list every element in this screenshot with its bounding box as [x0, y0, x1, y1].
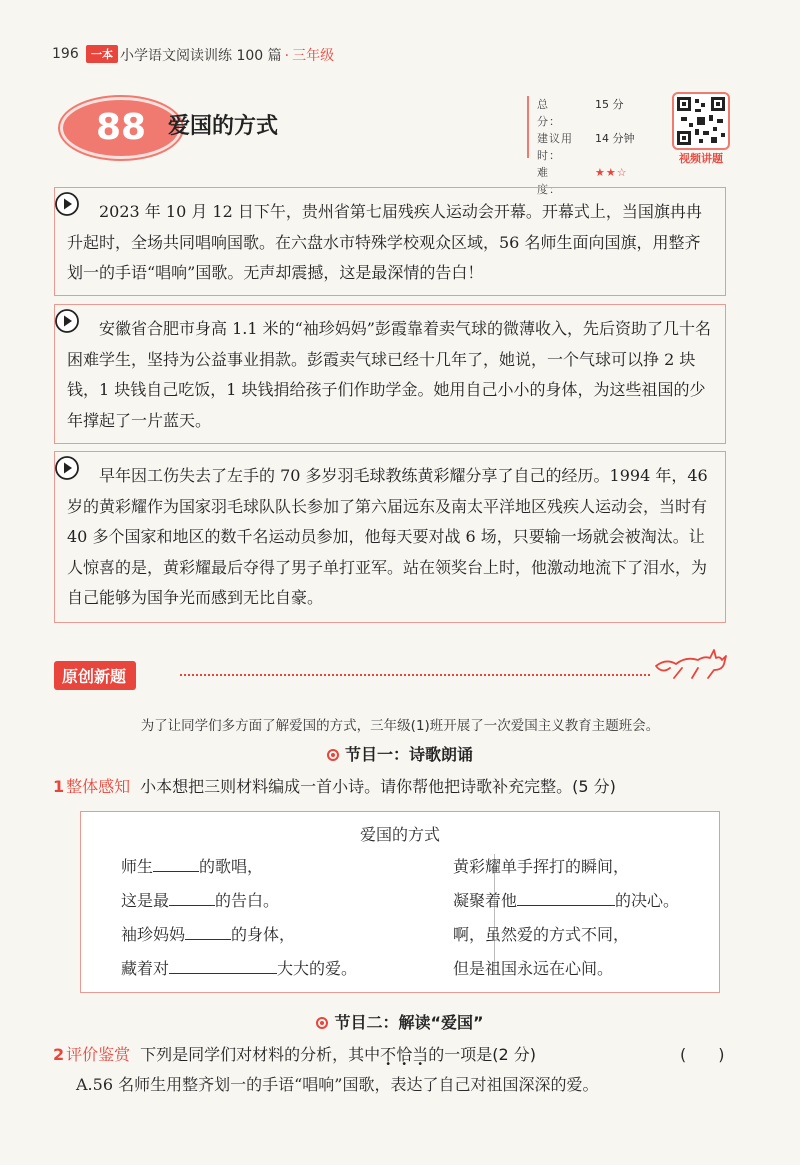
info-total-value: 15 分 — [595, 98, 624, 111]
emphasis-char: 当 — [412, 1045, 429, 1064]
question-2-text-after: 的一项是(2 分) — [428, 1045, 536, 1064]
question-1 — [53, 774, 616, 797]
poem-text: 但是祖国永远在心间。 — [453, 959, 614, 978]
answer-blank[interactable] — [517, 887, 615, 906]
info-difficulty-label: 难 度： — [537, 166, 573, 196]
question-1-number: 1 — [53, 777, 65, 796]
poem-line — [453, 884, 679, 918]
video-explanation-label[interactable]: 视频讲题 — [679, 152, 723, 165]
poem-text: 袖珍妈妈 — [121, 925, 186, 944]
answer-blank[interactable] — [153, 853, 199, 872]
info-time-row — [537, 130, 659, 164]
material-text-1: 2023 年 10 月 12 日下午，贵州省第七届残疾人运动会开幕。开幕式上，当国旗冉冉升起时，全场共同唱响国歌。在六盘水市特殊学校观众区域，56 名师生面向国旗，用整齐划一的手语“唱响”国歌。无声却震撼，这是最深情的告白！ — [67, 202, 702, 282]
play-icon[interactable] — [54, 455, 80, 481]
emphasis-char: 不 — [380, 1045, 397, 1064]
lesson-title: 爱国的方式 — [168, 114, 279, 139]
emphasis-char: 恰 — [396, 1045, 413, 1064]
material-box-2 — [54, 304, 726, 444]
poem-line — [121, 918, 357, 952]
poem-line — [121, 884, 357, 918]
answer-blank[interactable] — [169, 887, 215, 906]
poem-line — [121, 952, 357, 986]
question-1-text: 小本想把三则材料编成一首小诗。请你帮他把诗歌补充完整。(5 分) — [140, 777, 616, 796]
info-time-value: 14 分钟 — [595, 132, 635, 145]
option-a: A.56 名师生用整齐划一的手语“唱响”国歌，表达了自己对祖国深深的爱。 — [76, 1075, 599, 1094]
poem-line — [121, 850, 357, 884]
poem-text: 大大的爱。 — [277, 959, 358, 978]
poem-text: 师生 — [121, 857, 154, 876]
difficulty-stars: ★★☆ — [595, 166, 628, 179]
program2-heading-text: 节目二：解读“爱国” — [334, 1013, 484, 1032]
material-text-3: 早年因工伤失去了左手的 70 多岁羽毛球教练黄彩耀分享了自己的经历。1994 年，46 岁的黄彩耀作为国家羽毛球队队长参加了第六届远东及南太平洋地区残疾人运动会，当时有 40 多个国家和地区的数千名运动员参加，他每天要对战 6 场，只要输一场就会被淘汰。让人惊喜的是，黄彩耀最后夺得了男子单打亚军。站在领奖台上时，他激动地流下了泪水，为自己能够为国争光而感到无比自豪。 — [67, 466, 708, 607]
program1-heading — [0, 742, 800, 765]
section-intro: 为了让同学们多方面了解爱国的方式，三年级(1)班开展了一次爱国主义教育主题班会。 — [140, 718, 660, 734]
question-2 — [53, 1042, 536, 1065]
question-1-tag: 整体感知 — [66, 777, 131, 796]
poem-left-column — [121, 850, 357, 986]
page-number: 196 — [52, 46, 79, 62]
answer-parentheses[interactable]: ( ) — [680, 1045, 725, 1064]
lesson-info-box — [527, 96, 659, 196]
lesson-number-badge: 88 — [60, 97, 182, 159]
target-icon — [327, 749, 339, 761]
qr-code-icon[interactable] — [672, 92, 730, 150]
series-grade: 三年级 — [292, 48, 335, 64]
series-badge: 一本 — [86, 45, 118, 63]
play-icon[interactable] — [54, 308, 80, 334]
poem-text: 的身体， — [231, 925, 296, 944]
poem-text: 的歌唱， — [199, 857, 264, 876]
series-separator: · — [284, 48, 290, 64]
target-icon — [316, 1017, 328, 1029]
poem-right-column — [453, 850, 679, 986]
poem-text: 啊，虽然爱的方式不同， — [453, 925, 630, 944]
question-2-tag: 评价鉴赏 — [66, 1045, 131, 1064]
section-banner: 原创新题 — [54, 661, 136, 690]
answer-blank[interactable] — [185, 921, 231, 940]
question-2-number: 2 — [53, 1045, 65, 1064]
poem-text: 这是最 — [121, 891, 170, 910]
poem-line — [453, 850, 679, 884]
poem-text: 凝聚着他 — [453, 891, 518, 910]
info-total-row — [537, 96, 659, 130]
program2-heading — [0, 1010, 800, 1033]
poem-line — [453, 952, 679, 986]
series-title — [120, 45, 334, 65]
poem-title: 爱国的方式 — [359, 825, 440, 844]
play-icon[interactable] — [54, 191, 80, 217]
poem-box — [80, 811, 720, 993]
material-box-1 — [54, 187, 726, 296]
cat-icon — [652, 644, 730, 684]
info-time-label: 建议用时： — [537, 132, 573, 162]
poem-text: 的决心。 — [615, 891, 680, 910]
banner-dotted-line — [180, 674, 650, 676]
series-title-text: 小学语文阅读训练 100 篇 — [120, 48, 282, 64]
info-total-label: 总 分： — [537, 98, 573, 128]
material-box-3 — [54, 451, 726, 623]
poem-text: 黄彩耀单手挥打的瞬间， — [453, 857, 630, 876]
poem-text: 藏着对 — [121, 959, 170, 978]
poem-text: 的告白。 — [215, 891, 280, 910]
answer-blank[interactable] — [169, 955, 277, 974]
program1-heading-text: 节目一：诗歌朗诵 — [344, 745, 473, 764]
qr-code-graphic — [677, 97, 725, 145]
question-2-text-before: 下列是同学们对材料的分析，其中 — [140, 1045, 381, 1064]
poem-line — [453, 918, 679, 952]
material-text-2: 安徽省合肥市身高 1.1 米的“袖珍妈妈”彭霞靠着卖气球的微薄收入，先后资助了几十名困难学生，坚持为公益事业捐款。彭霞卖气球已经十几年了，她说，一个气球可以挣 2 块钱，1 块钱自己吃饭，1 块钱捐给孩子们作助学金。她用自己小小的身体，为这些祖国的少年撑起了一片蓝天。 — [67, 319, 711, 430]
